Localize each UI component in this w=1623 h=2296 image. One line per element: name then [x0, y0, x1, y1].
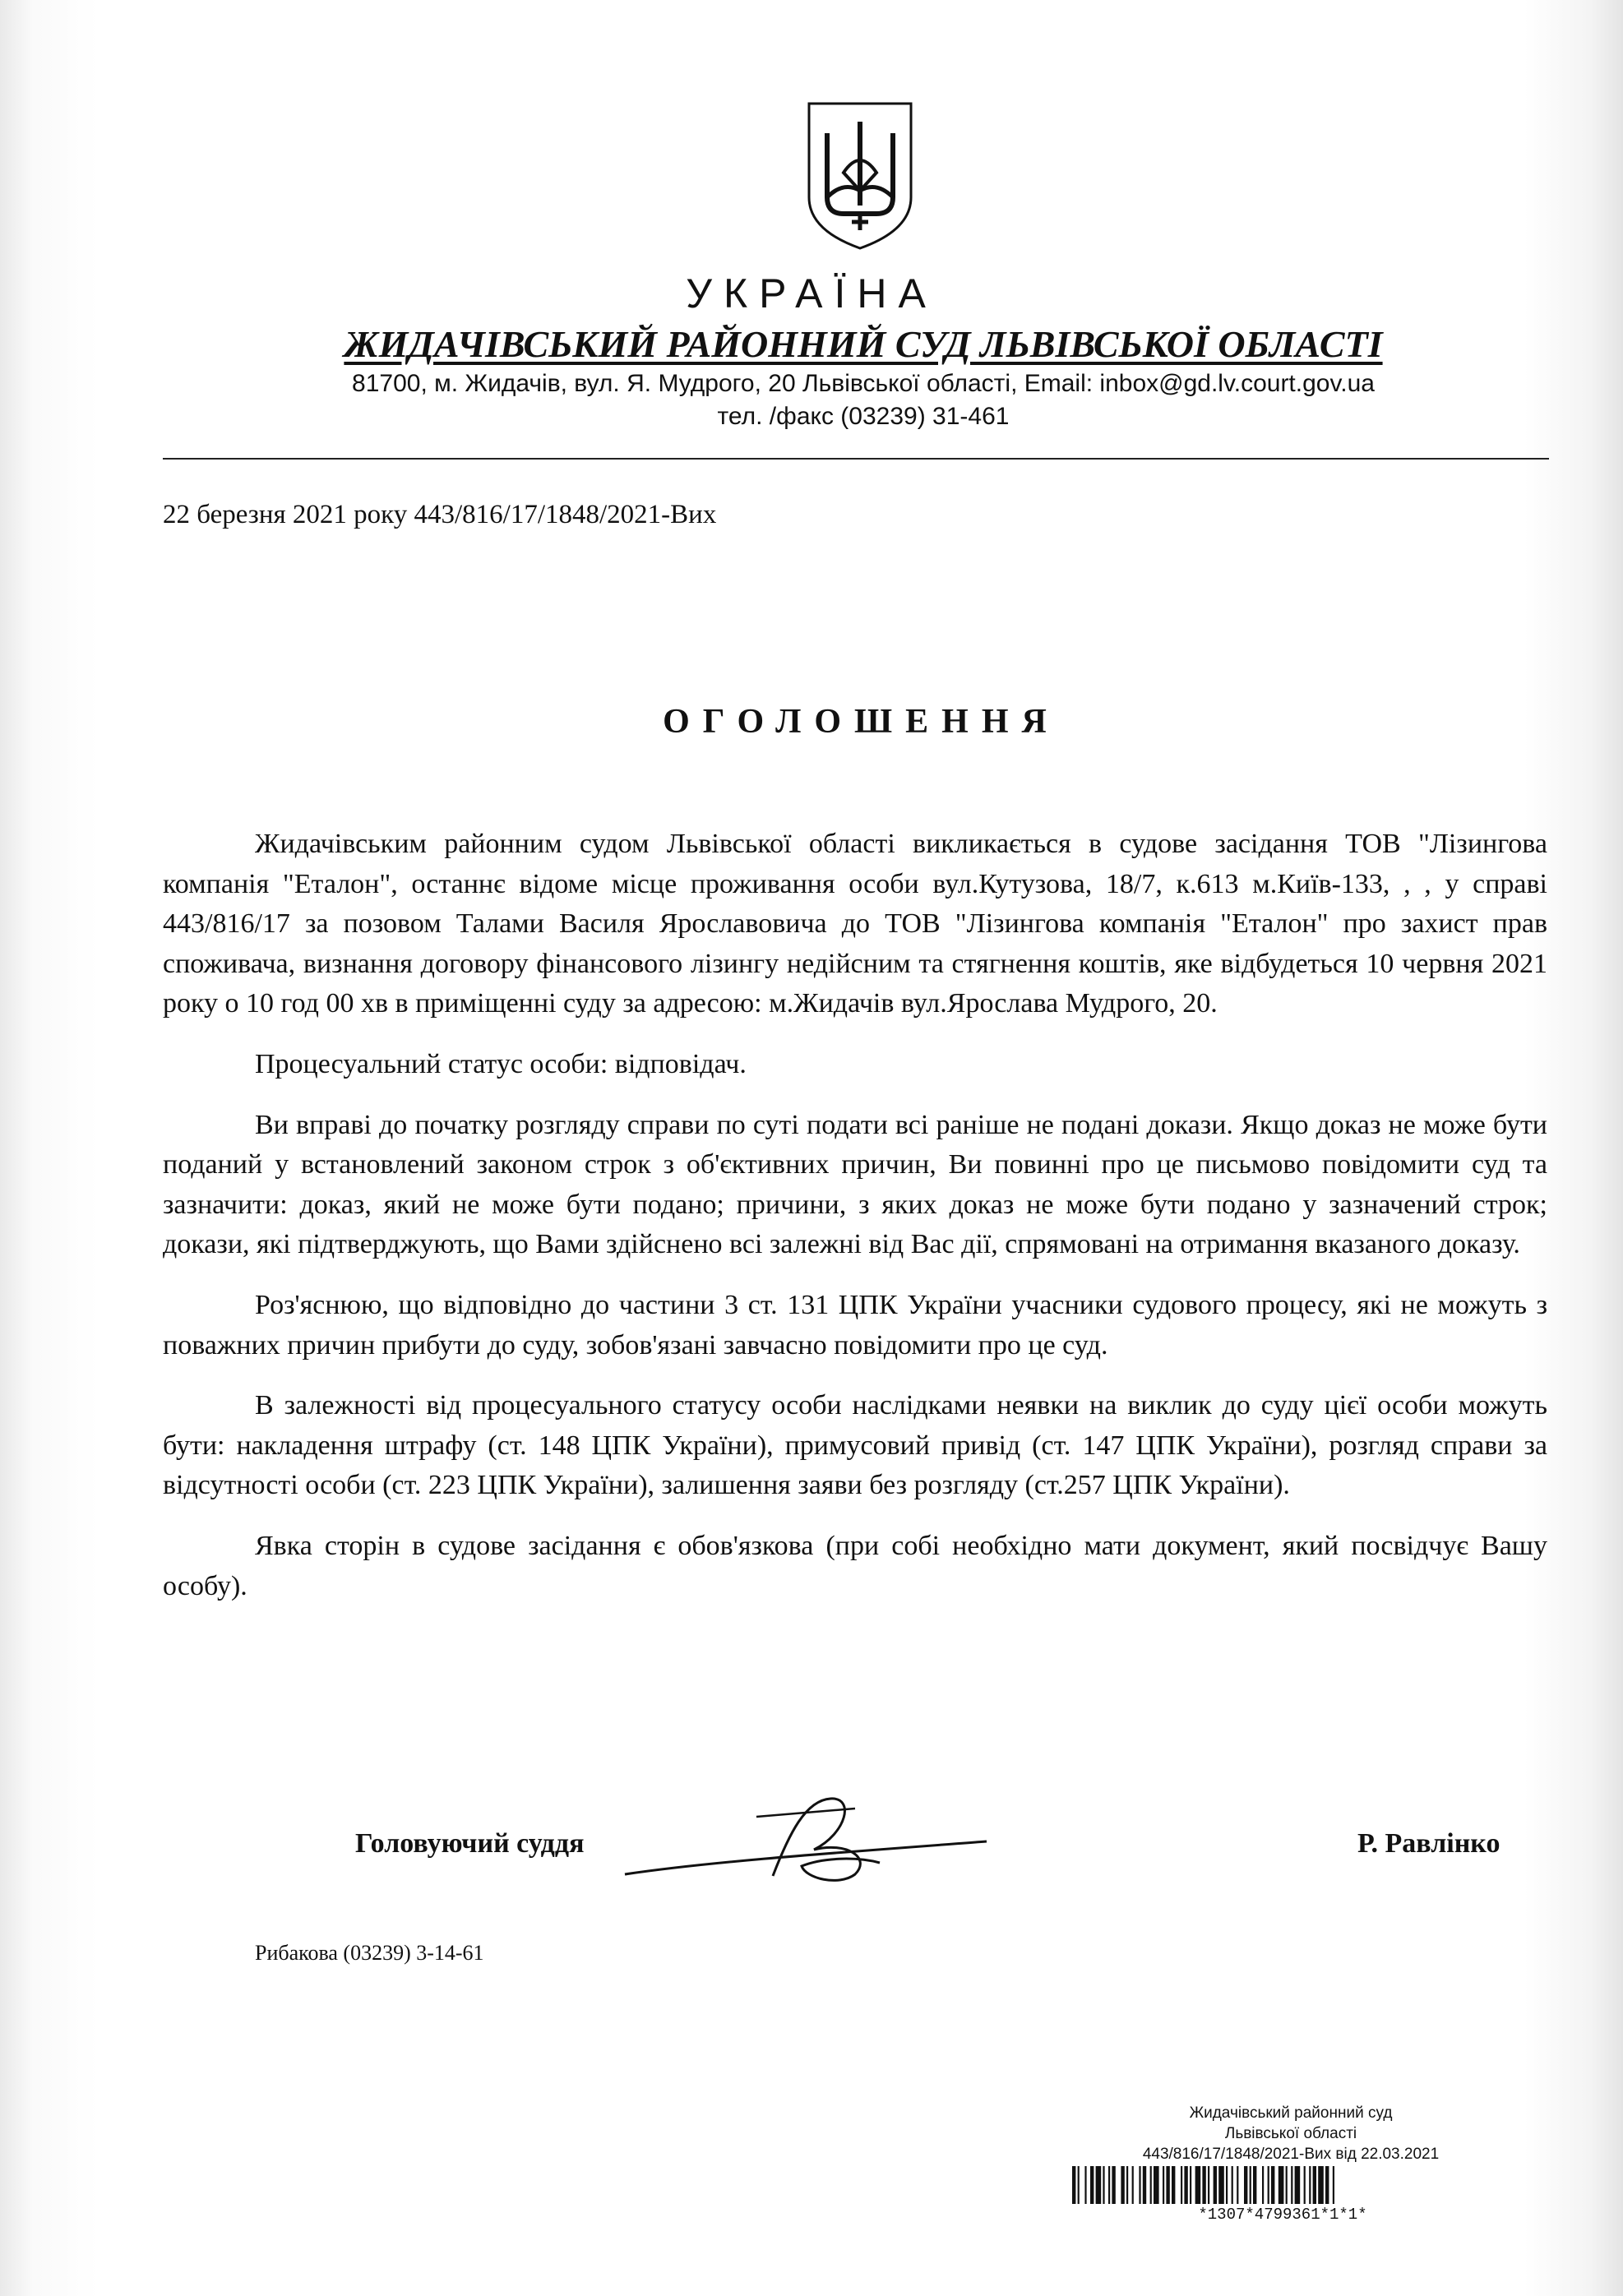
announcement-body	[163, 825, 1547, 1627]
paragraph: Роз'яснюю, що відповідно до частини 3 ст. 131 ЦПК України учасники судового процесу, які не можуть з поважних причин прибути до суду, зобов'язані завчасно повідомити про це суд.	[163, 1289, 1547, 1361]
trident-coat-of-arms-icon	[802, 99, 918, 252]
header-divider	[163, 458, 1549, 460]
paragraph: Явка сторін в судове засідання є обов'язкова (при собі необхідно мати документ, який посвідчує Вашу особу).	[163, 1530, 1547, 1601]
date-reference: 22 березня 2021 року 443/816/17/1848/2021-Вих	[163, 500, 717, 529]
stamp-reference: 443/816/17/1848/2021-Вих від 22.03.2021	[1142, 2146, 1440, 2163]
court-name: ЖИДАЧІВСЬКИЙ РАЙОННИЙ СУД ЛЬВІВСЬКОЇ ОБЛАСТІ	[344, 323, 1383, 365]
document-heading: ОГОЛОШЕННЯ	[663, 703, 1060, 741]
stamp-region: Львівської області	[1224, 2125, 1357, 2142]
presiding-judge-label: Головуючий суддя	[355, 1828, 585, 1859]
registration-stamp	[1069, 2103, 1562, 2224]
paragraph: Ви вправі до початку розгляду справи по суті подати всі раніше не подані докази. Якщо доказ не може бути поданий у встановлений законом строк з об'єктивних причин, Ви повинні про це письмово повідомити суд та зазначити: доказ, який не може бути подано; причини, з яких доказ не може бути подано у зазначений строк; докази, які підтверджують, що Вами здійснено всі залежні від Вас дії, спрямовані на отримання вказаного доказу.	[163, 1109, 1547, 1260]
court-address: 81700, м. Жидачів, вул. Я. Мудрого, 20 Львівської області, Email: inbox@gd.lv.court.gov.ua	[352, 370, 1375, 397]
signature-block	[0, 1825, 1623, 1924]
country-title: УКРАЇНА	[686, 270, 937, 316]
paragraph: Процесуальний статус особи: відповідач.	[255, 1048, 747, 1079]
handwritten-signature-icon	[608, 1784, 1003, 1891]
barcode-icon	[1069, 2166, 1562, 2204]
paragraph: В залежності від процесуального статусу особи наслідками неявки на виклик до суду цієї особи можуть бути: накладення штрафу (ст. 148 ЦПК України), примусовий привід (ст. 147 ЦПК України), розгляд справи за відсутності особи (ст. 223 ЦПК України), залишення заяви без розгляду (ст.257 ЦПК України).	[163, 1390, 1547, 1501]
stamp-court: Жидачівський районний суд	[1189, 2104, 1393, 2122]
paragraph: Жидачівським районним судом Львівської області викликається в судове засідання ТОВ "Лізингова компанія "Еталон", останнє відоме місце проживання особи вул.Кутузова, 18/7, к.613 м.Київ-133, , , у справі 443/816/17 за позовом Талами Василя Ярославовича до ТОВ "Лізингова компанія "Еталон" про захист прав споживача, визнання договору фінансового лізингу недійсним та стягнення коштів, яке відбудеться 10 червня 2021 року о 10 год 00 хв в приміщенні суду за адресою: м.Жидачів вул.Ярослава Мудрого, 20.	[163, 829, 1547, 1019]
barcode-number: *1307*4799361*1*1*	[1198, 2206, 1367, 2224]
executor-contact: Рибакова (03239) 3-14-61	[255, 1941, 484, 1965]
court-phone: тел. /факс (03239) 31-461	[717, 403, 1010, 430]
judge-name: Р. Равлінко	[1357, 1828, 1500, 1859]
